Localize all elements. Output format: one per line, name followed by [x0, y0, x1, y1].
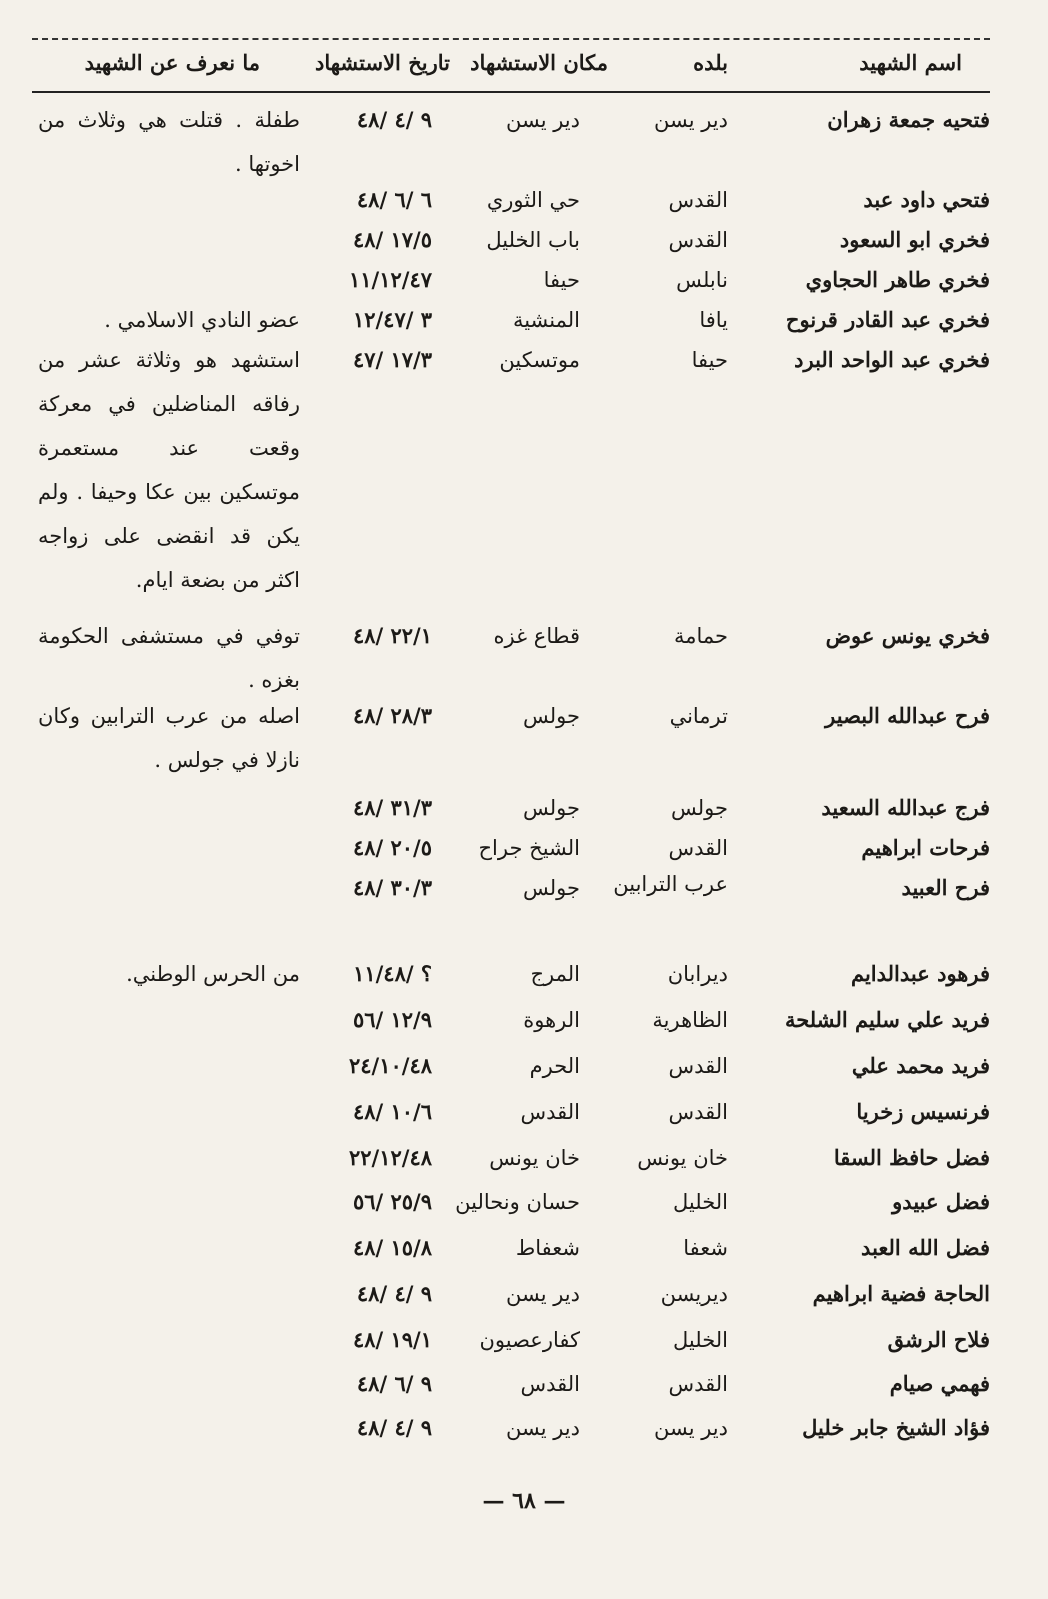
martyr-name: الحاجة فضية ابراهيم — [812, 1281, 990, 1306]
martyrdom-place: حيفا — [543, 268, 580, 292]
martyr-town: الخليل — [673, 1328, 728, 1352]
martyr-note: اصله من عرب الترابين وكان نازلا في جولس . — [38, 704, 300, 772]
martyrdom-date: ١٩/١ /٤٨ — [352, 1327, 432, 1352]
martyr-name: فتحي داود عبد — [863, 187, 990, 212]
martyr-town: ديرابان — [667, 962, 728, 986]
martyrdom-place: القدس — [520, 1372, 580, 1396]
martyrdom-date: ٣٠/٣ /٤٨ — [352, 875, 432, 900]
martyrdom-date: ٩ /٤ /٤٨ — [356, 107, 432, 132]
martyrdom-date: ١٧/٣ /٤٧ — [352, 347, 432, 372]
header-note: ما نعرف عن الشهيد — [84, 50, 260, 75]
martyr-town: يافا — [699, 308, 728, 332]
martyrdom-date: ٢٤/١٠/٤٨ — [348, 1053, 432, 1078]
martyrdom-place: دير يسن — [505, 1416, 580, 1440]
martyr-name: فخري عبد القادر قرنوح — [785, 307, 990, 332]
martyrdom-place: المرج — [530, 962, 580, 986]
martyrdom-date: ٢٠/٥ /٤٨ — [352, 835, 432, 860]
martyr-town: حيفا — [691, 348, 728, 372]
martyr-name: فخري عبد الواحد البرد — [794, 347, 990, 372]
martyr-town: الظاهرية — [652, 1008, 728, 1032]
martyr-town: القدس — [668, 228, 728, 252]
martyrdom-place: جولس — [522, 796, 580, 820]
martyrdom-date: ٦ /٦ /٤٨ — [356, 187, 432, 212]
martyr-name: فرحات ابراهيم — [861, 835, 990, 860]
header-date: تاريخ الاستشهاد — [314, 50, 450, 75]
martyrdom-place: الرهوة — [523, 1008, 580, 1032]
martyrdom-date: ٩ /٦ /٤٨ — [356, 1371, 432, 1396]
martyr-name: فهمي صيام — [889, 1371, 990, 1396]
martyr-name: فرج عبدالله السعيد — [821, 795, 990, 820]
martyr-name: فتحيه جمعة زهران — [827, 107, 990, 132]
header-place: مكان الاستشهاد — [470, 50, 608, 75]
martyrdom-place: قطاع غزه — [493, 624, 580, 648]
martyr-town: ديريسن — [660, 1282, 728, 1306]
martyr-town: عرب الترابين — [613, 872, 728, 896]
martyrdom-place: دير يسن — [505, 108, 580, 132]
martyr-name: فرنسيس زخريا — [856, 1099, 990, 1124]
header-name: اسم الشهيد — [859, 50, 962, 75]
martyrdom-date: ٢٥/٩ /٥٦ — [352, 1189, 432, 1214]
martyrdom-date: ٢٢/١٢/٤٨ — [348, 1145, 432, 1170]
martyrdom-date: ٣ /١٢/٤٧ — [352, 307, 432, 332]
page-number: — ٦٨ — — [482, 1488, 566, 1514]
martyrdom-place: حسان ونحالين — [455, 1190, 580, 1214]
martyr-name: فرهود عبدالدايم — [850, 961, 990, 986]
martyr-note: من الحرس الوطني. — [126, 962, 300, 986]
martyr-name: فضل عبيدو — [892, 1189, 990, 1214]
martyr-town: القدس — [668, 188, 728, 212]
martyrdom-date: ١١/١٢/٤٧ — [348, 267, 432, 292]
martyrdom-place: الحرم — [529, 1054, 580, 1078]
martyrdom-date: ٢٨/٣ /٤٨ — [352, 703, 432, 728]
martyr-name: فخري يونس عوض — [825, 623, 990, 648]
martyrdom-date: ١٠/٦ /٤٨ — [352, 1099, 432, 1124]
martyr-town: القدس — [668, 1054, 728, 1078]
martyrdom-date: ؟ /١١/٤٨ — [353, 961, 432, 986]
martyrdom-place: المنشية — [512, 308, 580, 332]
martyr-town: شعفا — [683, 1236, 728, 1260]
martyr-name: فخري طاهر الحجاوي — [805, 267, 990, 292]
martyr-town: القدس — [668, 836, 728, 860]
martyr-note: توفي في مستشفى الحكومة بغزه . — [38, 624, 300, 692]
martyrdom-place: خان يونس — [489, 1146, 580, 1170]
martyrdom-place: باب الخليل — [486, 228, 580, 252]
martyrdom-place: القدس — [520, 1100, 580, 1124]
martyrdom-date: ١٢/٩ /٥٦ — [352, 1007, 432, 1032]
martyrdom-date: ١٥/٨ /٤٨ — [352, 1235, 432, 1260]
martyr-name: فرح العبيد — [901, 875, 990, 900]
martyrdom-date: ٣١/٣ /٤٨ — [352, 795, 432, 820]
martyr-name: فضل حافظ السقا — [833, 1145, 990, 1170]
martyrdom-date: ٢٢/١ /٤٨ — [352, 623, 432, 648]
martyr-name: فؤاد الشيخ جابر خليل — [802, 1415, 990, 1440]
martyr-name: فخري ابو السعود — [839, 227, 990, 252]
martyr-name: فريد علي سليم الشلحة — [784, 1007, 990, 1032]
martyr-note: طفلة . قتلت هي وثلاث من اخوتها . — [38, 108, 300, 176]
martyr-town: ترماني — [669, 704, 728, 728]
martyr-town: خان يونس — [637, 1146, 728, 1170]
martyrdom-place: جولس — [522, 704, 580, 728]
martyrdom-place: كفارعصيون — [479, 1328, 580, 1352]
martyr-town: نابلس — [676, 268, 728, 292]
martyrdom-date: ٩ /٤ /٤٨ — [356, 1281, 432, 1306]
martyr-note: عضو النادي الاسلامي . — [104, 308, 300, 332]
martyr-town: القدس — [668, 1100, 728, 1124]
martyrdom-date: ١٧/٥ /٤٨ — [352, 227, 432, 252]
martyr-town: القدس — [668, 1372, 728, 1396]
martyr-note: استشهد هو وثلاثة عشر من رفاقه المناضلين في معركة وقعت عند مستعمرة موتسكين بين عكا وحيفا . ولم يكن قد انقضى على زواجه اكثر من بضعة ايام. — [38, 348, 300, 592]
header-town: بلده — [693, 50, 728, 75]
martyrdom-place: موتسكين — [499, 348, 580, 372]
martyrdom-place: جولس — [522, 876, 580, 900]
martyr-name: فلاح الرشق — [887, 1327, 990, 1352]
martyr-town: دير يسن — [653, 1416, 728, 1440]
martyrdom-date: ٩ /٤ /٤٨ — [356, 1415, 432, 1440]
martyr-town: الخليل — [673, 1190, 728, 1214]
martyr-name: فريد محمد علي — [851, 1053, 990, 1078]
martyr-town: جولس — [670, 796, 728, 820]
martyr-name: فرح عبدالله البصير — [825, 703, 990, 728]
martyr-town: دير يسن — [653, 108, 728, 132]
martyr-town: حمامة — [673, 624, 728, 648]
martyrdom-place: شعفاط — [515, 1236, 580, 1260]
martyrdom-place: الشيخ جراح — [478, 836, 580, 860]
martyrdom-place: حي الثوري — [486, 188, 580, 212]
martyr-name: فضل الله العبد — [861, 1235, 990, 1260]
martyrdom-place: دير يسن — [505, 1282, 580, 1306]
